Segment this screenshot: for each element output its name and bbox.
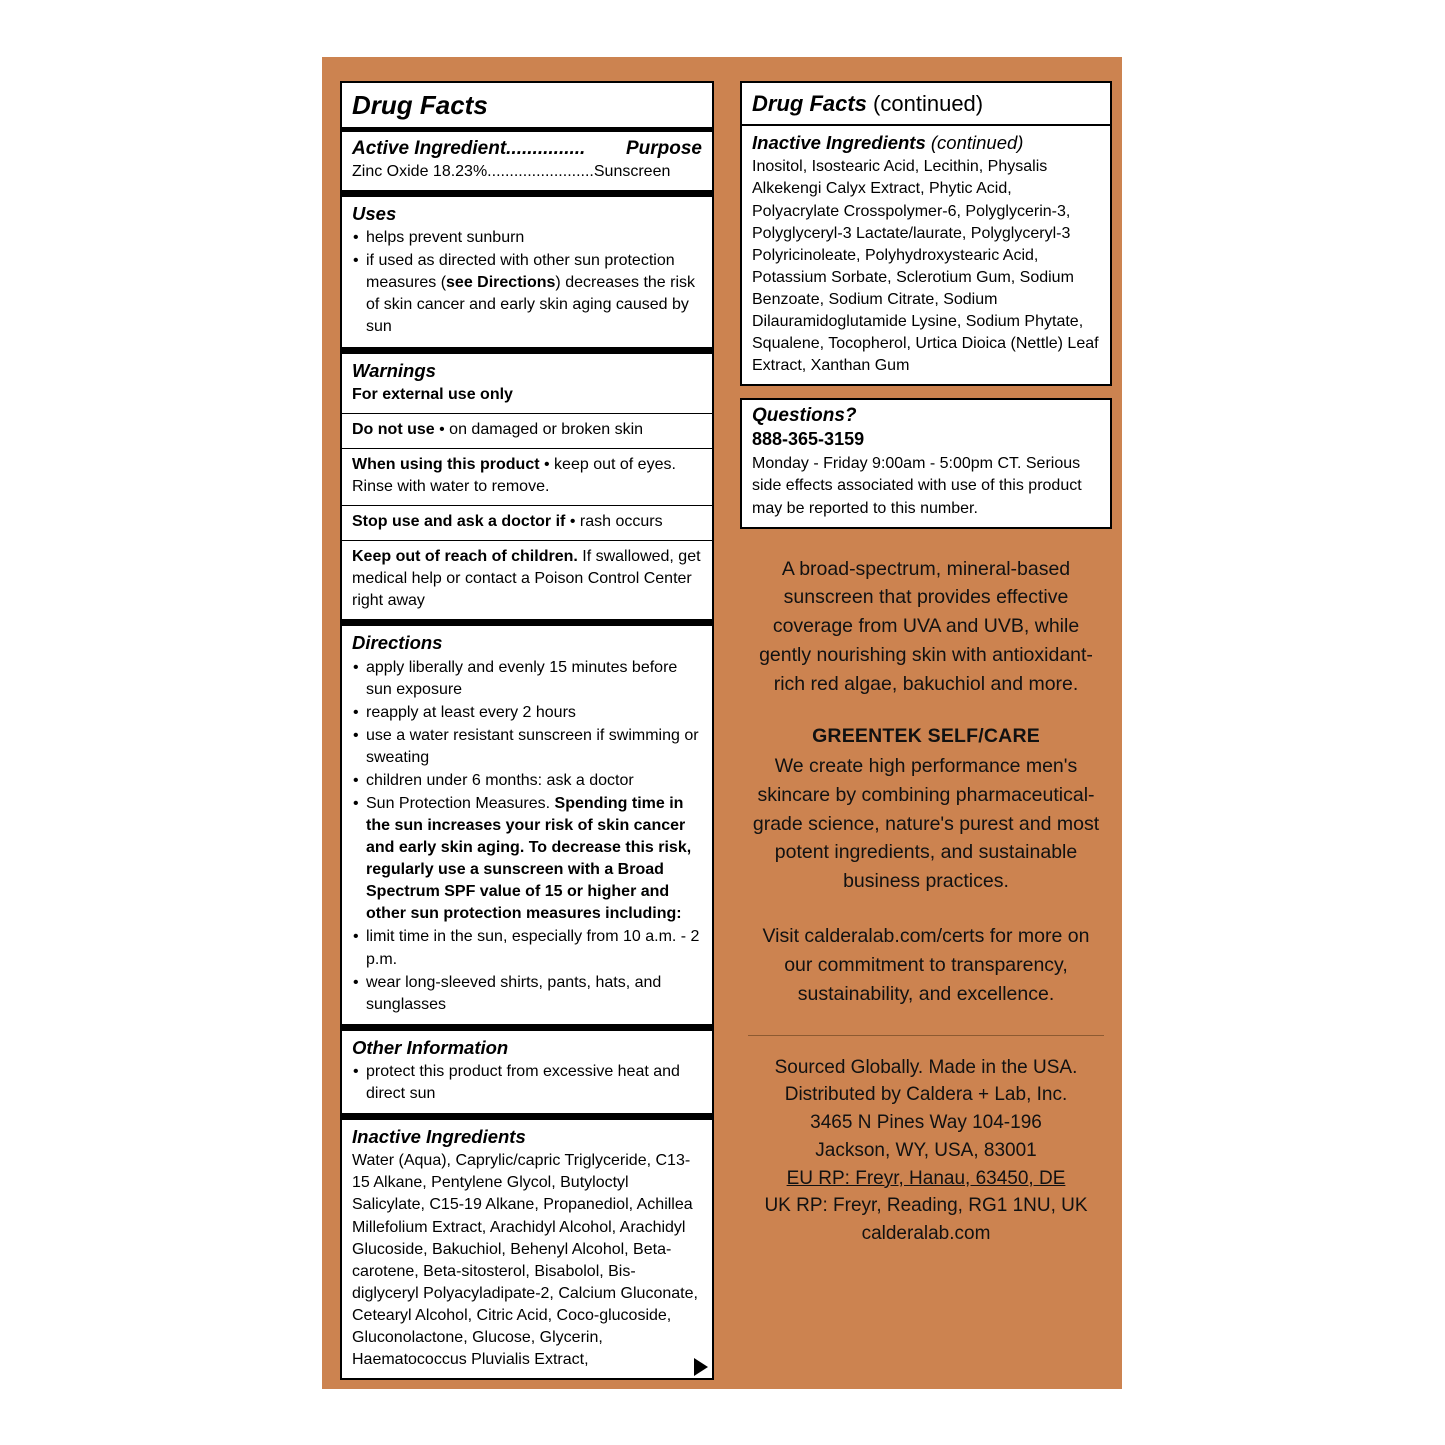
when-using-section xyxy=(342,449,712,505)
keep-out-text: Keep out of reach of children. If swallowed, get medical help or contact a Poison Control Center right away xyxy=(352,548,701,610)
other-information-section xyxy=(342,1031,712,1113)
address-line: Sourced Globally. Made in the USA. xyxy=(774,1056,1078,1078)
right-column xyxy=(740,81,1112,1371)
active-ingredient-section xyxy=(342,132,712,190)
list-item: • children under 6 months: ask a doctor xyxy=(352,770,702,792)
eu-rp-line: EU RP: Freyr, Hanau, 63450, DE xyxy=(786,1167,1066,1189)
triangle-right-icon xyxy=(694,1358,708,1376)
list-item: • wear long-sleeved shirts, pants, hats, and sunglasses xyxy=(352,972,702,1016)
uses-header: Uses xyxy=(352,202,397,224)
stop-use-text: Stop use and ask a doctor if • rash occurs xyxy=(352,513,663,531)
uses-list xyxy=(352,227,702,338)
inactive-continued-text: Inositol, Isostearic Acid, Lecithin, Physalis Alkekengi Calyx Extract, Phytic Acid, Polyacrylate Crosspolymer-6, Polyglycerin-3, Polyglyceryl-3 Lactate/laurate, Polyglyceryl-3 Polyricinoleate, Polyhydroxystearic Acid, Potassium Sorbate, Sclerotium Gum, Sodium Benzoate, Sodium Citrate, Sodium Dilauramidoglutamide Lysine, Sodium Phytate, Squalene, Tocopherol, Urtica Dioica (Nettle) Leaf Extract, Xanthan Gum xyxy=(752,158,1099,375)
address-block xyxy=(740,1054,1112,1248)
inactive-continued-header: Inactive Ingredients (continued) xyxy=(752,132,1024,154)
purpose-label: Purpose xyxy=(625,137,702,159)
address-line: Jackson, WY, USA, 83001 xyxy=(815,1139,1037,1161)
promo-brand-story: We create high performance men's skincare by combining pharmaceutical-grade science, nature's purest and most potent ingredients, and sustainable business practices. xyxy=(752,754,1100,893)
address-line: 3465 N Pines Way 104-196 xyxy=(810,1112,1042,1134)
divider-rule xyxy=(342,190,712,197)
website-line[interactable]: calderalab.com xyxy=(861,1223,991,1245)
other-information-header: Other Information xyxy=(352,1036,509,1058)
drug-facts-panel xyxy=(340,81,714,1380)
do-not-use-text: Do not use • on damaged or broken skin xyxy=(352,420,644,438)
directions-header: Directions xyxy=(352,632,443,654)
divider-rule xyxy=(342,347,712,354)
questions-section xyxy=(742,400,1110,526)
warnings-external-use: For external use only xyxy=(352,385,513,403)
inactive-ingredients-header: Inactive Ingredients xyxy=(352,1126,526,1148)
questions-header: Questions? xyxy=(752,405,857,427)
do-not-use-section xyxy=(342,414,712,448)
panel-gap xyxy=(740,386,1112,398)
directions-section xyxy=(342,626,712,1023)
drug-facts-continued-title: Drug Facts (continued) xyxy=(742,83,1110,126)
list-item: • use a water resistant sunscreen if swimming or sweating xyxy=(352,725,702,769)
active-ingredient-line: Zinc Oxide 18.23%........................Sunscreen xyxy=(352,163,671,181)
stop-use-section xyxy=(342,506,712,540)
list-item: • reapply at least every 2 hours xyxy=(352,702,702,724)
questions-phone[interactable]: 888-365-3159 xyxy=(752,428,865,449)
section-divider xyxy=(748,1035,1104,1036)
active-ingredient-header xyxy=(352,137,702,161)
uses-section xyxy=(342,197,712,347)
questions-panel xyxy=(740,398,1112,528)
list-item: • limit time in the sun, especially from 10 a.m. - 2 p.m. xyxy=(352,926,702,970)
divider-rule xyxy=(342,1024,712,1031)
divider-rule xyxy=(342,619,712,626)
promo-description: A broad-spectrum, mineral-based sunscreen that provides effective coverage from UVA and UVB, while gently nourishing skin with antioxidant-rich red algae, bakuchiol and more. xyxy=(759,557,1093,696)
divider-rule xyxy=(342,1113,712,1120)
drug-facts-continued-panel xyxy=(740,81,1112,386)
keep-out-of-reach-section xyxy=(342,541,712,619)
other-information-list xyxy=(352,1061,702,1105)
warnings-section xyxy=(342,354,712,413)
brand-heading: GREENTEK SELF/CARE xyxy=(812,724,1040,747)
label-columns xyxy=(322,57,1122,1389)
questions-text: Monday - Friday 9:00am - 5:00pm CT. Serious side effects associated with use of this product may be reported to this number. xyxy=(752,455,1082,517)
when-using-text: When using this product • keep out of eyes. Rinse with water to remove. xyxy=(352,455,676,495)
inactive-continued-section xyxy=(742,126,1110,384)
inactive-ingredients-section xyxy=(342,1120,712,1378)
warnings-header: Warnings xyxy=(352,359,436,381)
list-item: • protect this product from excessive heat and direct sun xyxy=(352,1061,702,1105)
uk-rp-line: UK RP: Freyr, Reading, RG1 1NU, UK xyxy=(764,1195,1088,1217)
address-line: Distributed by Caldera + Lab, Inc. xyxy=(784,1084,1068,1106)
inactive-ingredients-text: Water (Aqua), Caprylic/capric Triglyceride, C13-15 Alkane, Pentylene Glycol, Butyloctyl Salicylate, C15-19 Alkane, Propanediol, Achillea Millefolium Extract, Arachidyl Alcohol, Arachidyl Glucoside, Bakuchiol, Behenyl Alcohol, Beta-carotene, Beta-sitosterol, Bisabolol, Bis-diglyceryl Polyacyladipate-2, Calcium Gluconate, Cetearyl Alcohol, Citric Acid, Coco-glucoside, Gluconolactone, Glucose, Glycerin, Haematococcus Pluvialis Extract, xyxy=(352,1152,698,1368)
list-item: • Sun Protection Measures. Spending time in the sun increases your risk of skin cancer and early skin aging. To decrease this risk, regularly use a sunscreen with a Broad Spectrum SPF value of 15 or higher and other sun protection measures including: xyxy=(352,793,702,925)
promo-certs: Visit calderalab.com/certs for more on our commitment to transparency, sustainability, and excellence. xyxy=(762,925,1090,1005)
list-item: • helps prevent sunburn xyxy=(352,227,702,249)
left-column xyxy=(340,81,714,1371)
list-item: • if used as directed with other sun protection measures (see Directions) decreases the risk of skin cancer and early skin aging caused by sun xyxy=(352,250,702,338)
directions-list xyxy=(352,657,702,1016)
active-ingredient-label: Active Ingredient............... xyxy=(352,137,586,159)
drug-facts-title: Drug Facts xyxy=(342,83,712,132)
list-item: • apply liberally and evenly 15 minutes before sun exposure xyxy=(352,657,702,701)
